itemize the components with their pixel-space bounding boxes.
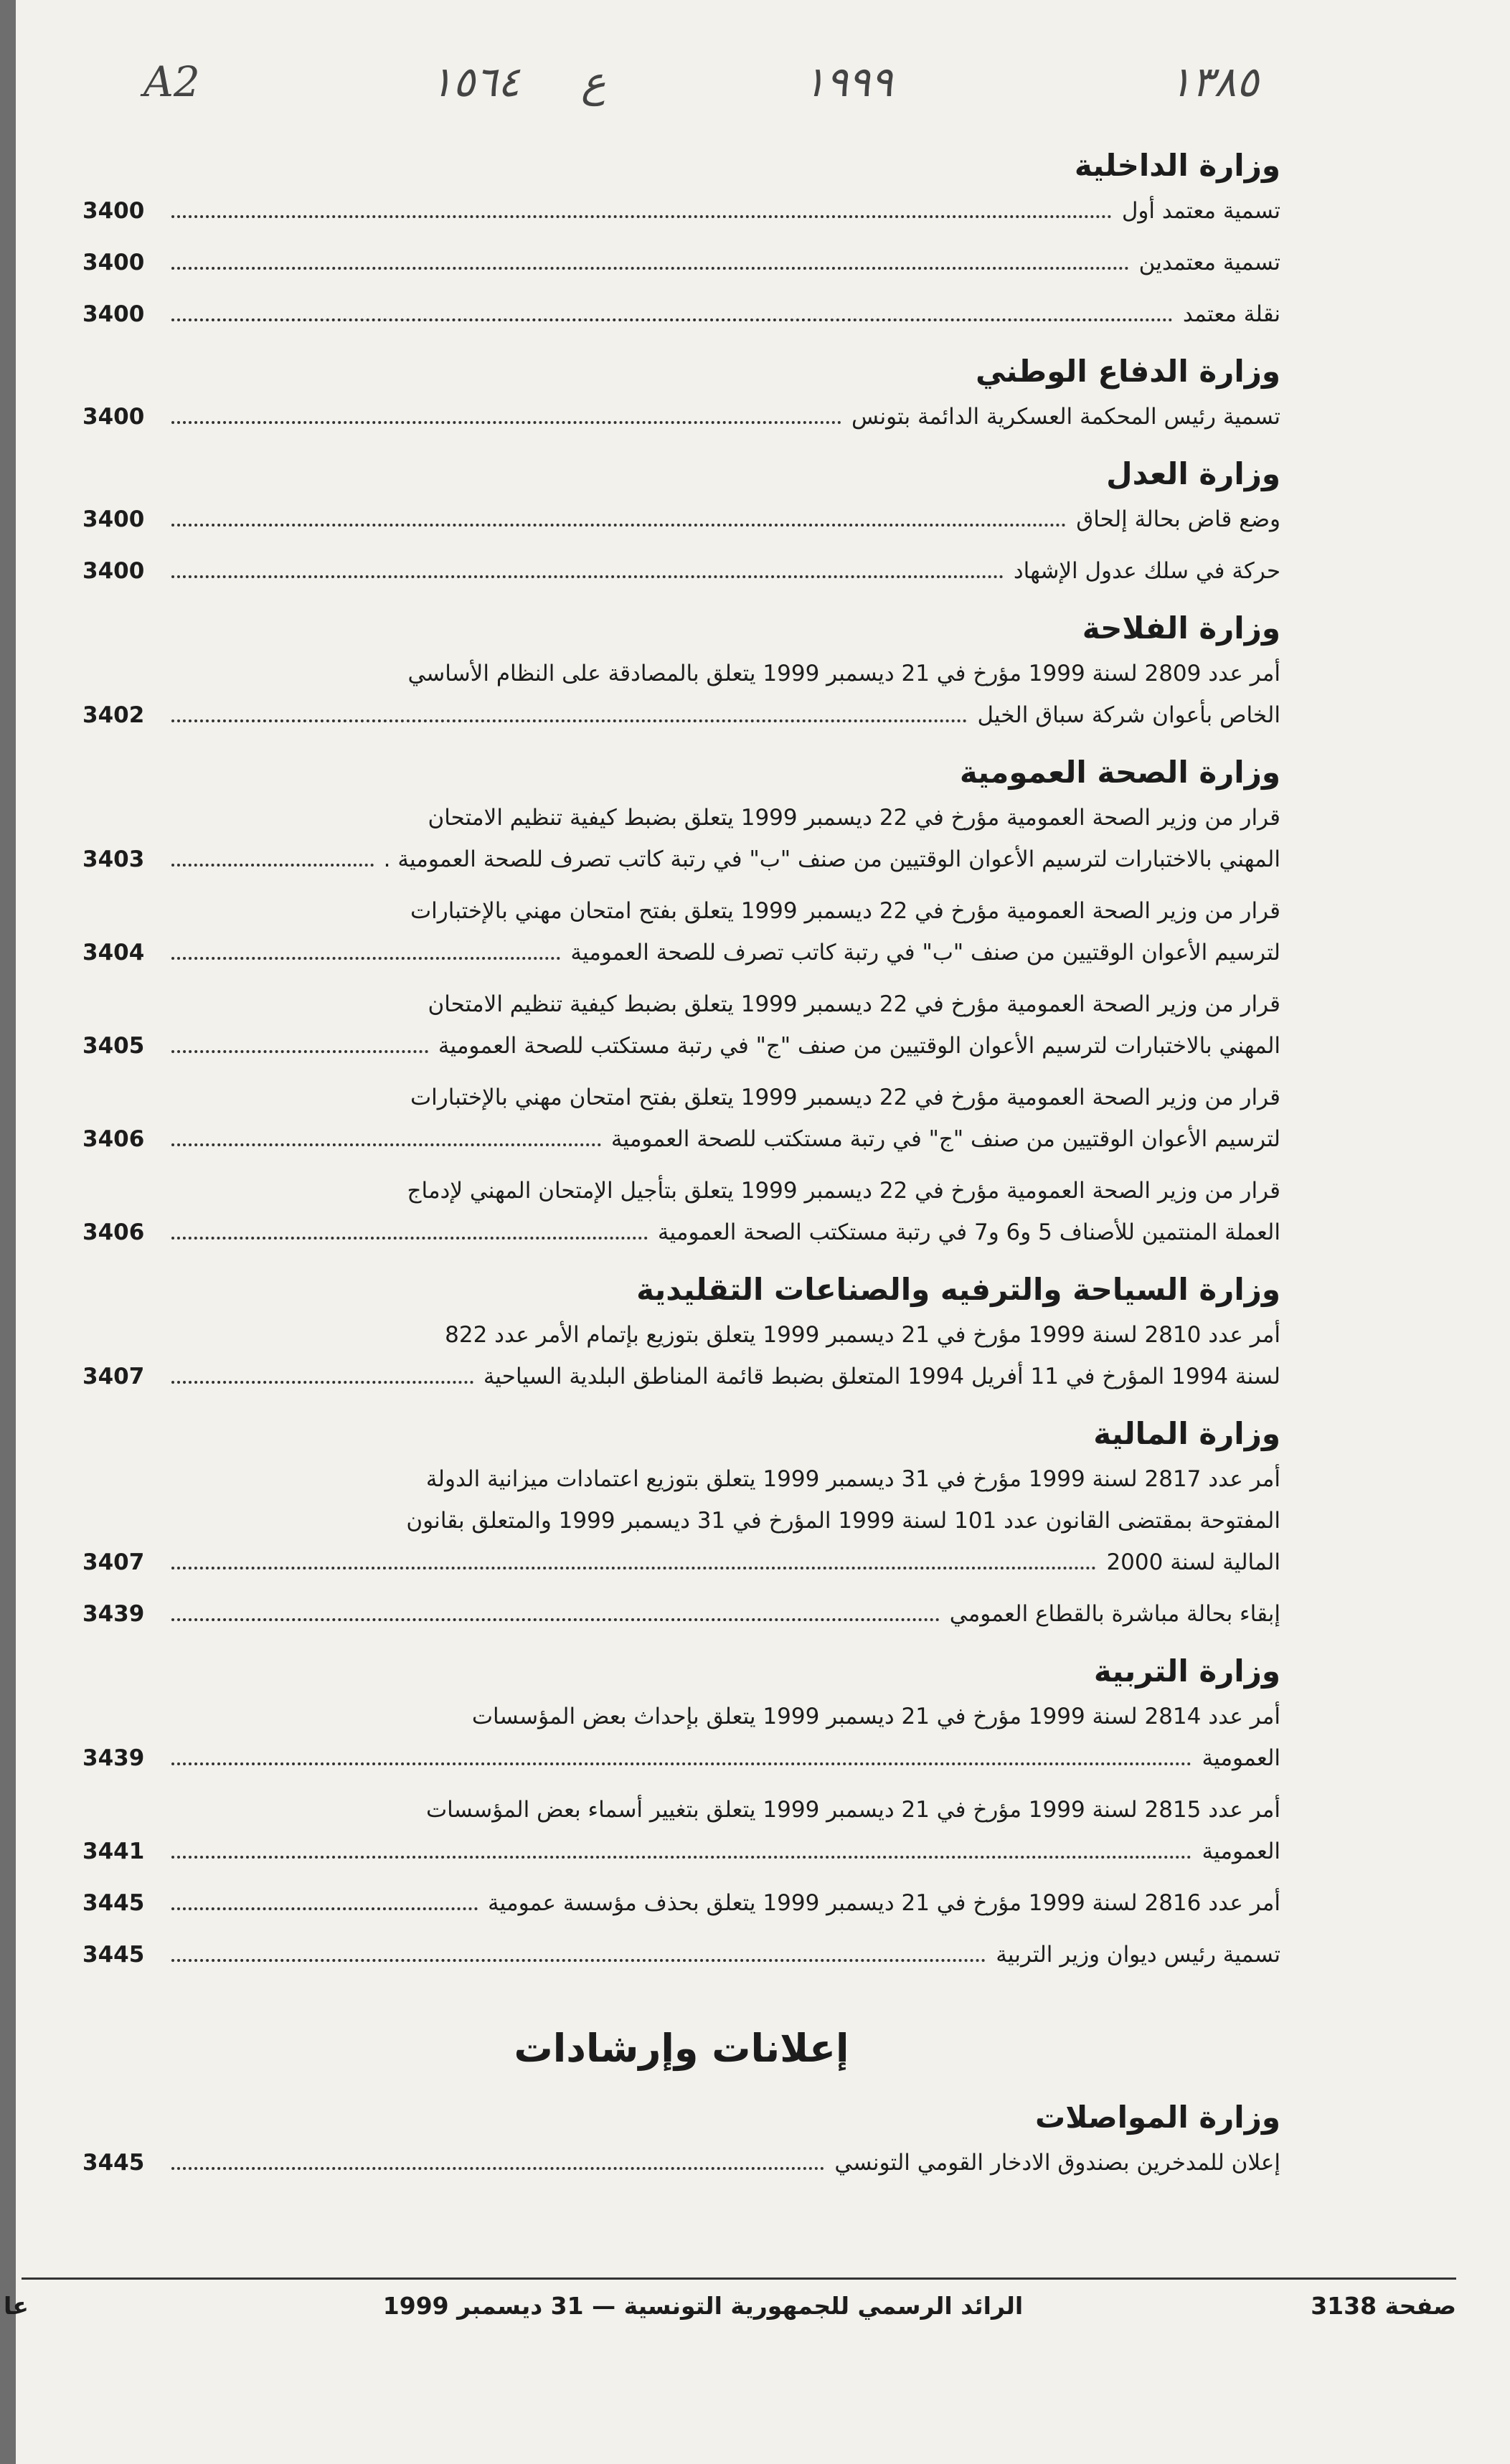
page-reference: 3439 xyxy=(82,1601,145,1627)
dot-leader xyxy=(171,2167,824,2170)
dot-leader xyxy=(171,524,1066,527)
section-title: وزارة الداخلية xyxy=(1074,148,1280,183)
entry-leader-line xyxy=(82,694,1280,736)
entry-leader-line xyxy=(82,1831,1280,1872)
entry-text-line: أمر عدد 2815 لسنة 1999 مؤرخ في 21 ديسمبر 1999 يتعلق بتغيير أسماء بعض المؤسسات xyxy=(425,1797,1280,1823)
page-reference: 3400 xyxy=(82,558,145,584)
handwritten-note: ع xyxy=(581,57,606,106)
section-title: وزارة التربية xyxy=(1093,1653,1280,1689)
entry-text-line: أمر عدد 2809 لسنة 1999 مؤرخ في 21 ديسمبر 1999 يتعلق بالمصادقة على النظام الأساسي xyxy=(407,661,1280,686)
entry-leader-line xyxy=(82,1118,1280,1160)
section-title: وزارة العدل xyxy=(1106,456,1280,491)
handwritten-note: ١٥٦٤ xyxy=(430,57,520,106)
toc-entry[interactable] xyxy=(82,1934,1280,1976)
page-reference: 3400 xyxy=(82,404,145,430)
ministry-section xyxy=(82,2100,1280,2184)
ministry-section xyxy=(82,610,1280,736)
toc-entry[interactable] xyxy=(82,190,1280,232)
toc-entry[interactable] xyxy=(82,499,1280,540)
entry-text-line: لترسيم الأعوان الوقتيين من صنف "ج" في رتبة مستكتب للصحة العمومية xyxy=(610,1126,1280,1152)
dot-leader xyxy=(171,1618,940,1621)
entry-text-line: لسنة 1994 المؤرخ في 11 أفريل 1994 المتعلق بضبط قائمة المناطق البلدية السياحية xyxy=(483,1364,1280,1389)
dot-leader xyxy=(171,421,841,424)
entry-text-line: وضع قاض بحالة إلحاق xyxy=(1076,506,1280,532)
entry-text-line: قرار من وزير الصحة العمومية مؤرخ في 22 ديسمبر 1999 يتعلق بضبط كيفية تنظيم الامتحان xyxy=(428,991,1280,1017)
section-title: وزارة الدفاع الوطني xyxy=(976,354,1280,389)
entry-leader-line xyxy=(82,1542,1280,1583)
entry-text-line: أمر عدد 2810 لسنة 1999 مؤرخ في 21 ديسمبر 1999 يتعلق بتوزيع بإتمام الأمر عدد 822 xyxy=(445,1322,1280,1348)
entry-text-line: تسمية رئيس المحكمة العسكرية الدائمة بتونس xyxy=(851,404,1280,430)
table-of-contents xyxy=(82,129,1280,2194)
section-title: وزارة السياحة والترفيه والصناعات التقليدية xyxy=(636,1272,1280,1307)
entry-leader-line xyxy=(82,293,1280,335)
section-title: وزارة المالية xyxy=(1093,1416,1280,1451)
toc-entry[interactable] xyxy=(82,550,1280,592)
page-reference: 3445 xyxy=(82,1942,145,1968)
dot-leader xyxy=(171,575,1004,578)
toc-entry[interactable] xyxy=(82,653,1280,736)
toc-entry[interactable] xyxy=(82,1077,1280,1160)
dot-leader xyxy=(171,1856,1192,1859)
page-reference: 3403 xyxy=(82,846,145,872)
page-reference: 3406 xyxy=(82,1219,145,1245)
toc-entry[interactable] xyxy=(82,1593,1280,1635)
entry-text-line: أمر عدد 2817 لسنة 1999 مؤرخ في 31 ديسمبر 1999 يتعلق بتوزيع اعتمادات ميزانية الدولة xyxy=(425,1466,1280,1492)
entry-text-line: إعلان للمدخرين بصندوق الادخار القومي التونسي xyxy=(834,2150,1280,2176)
ministry-section xyxy=(82,1653,1280,1976)
dot-leader xyxy=(171,267,1129,270)
dot-leader xyxy=(171,1959,986,1962)
section-title: وزارة الصحة العمومية xyxy=(959,755,1280,790)
page-reference: 3400 xyxy=(82,198,145,224)
ministry-section xyxy=(82,1272,1280,1397)
dot-leader xyxy=(171,719,967,722)
entry-leader-line xyxy=(82,1025,1280,1067)
entry-leader-line xyxy=(82,396,1280,438)
toc-entry[interactable] xyxy=(82,1696,1280,1779)
toc-entry[interactable] xyxy=(82,396,1280,438)
entry-text-line: تسمية رئيس ديوان وزير التربية xyxy=(996,1942,1280,1968)
dot-leader xyxy=(171,1907,478,1910)
page-reference: 3402 xyxy=(82,702,145,728)
entry-text-line: المهني بالاختبارات لترسيم الأعوان الوقتيين من صنف "ب" في رتبة كاتب تصرف للصحة العمومية . xyxy=(383,846,1280,872)
entry-leader-line xyxy=(82,550,1280,592)
handwritten-note: ١٩٩٩ xyxy=(803,57,893,106)
toc-entry[interactable] xyxy=(82,983,1280,1067)
dot-leader xyxy=(171,1381,473,1384)
page-reference: 3400 xyxy=(82,506,145,532)
entry-text-line: قرار من وزير الصحة العمومية مؤرخ في 22 ديسمبر 1999 يتعلق بضبط كيفية تنظيم الامتحان xyxy=(428,805,1280,831)
dot-leader xyxy=(171,864,374,867)
handwritten-note: A2 xyxy=(143,57,200,106)
handwritten-annotations xyxy=(0,36,1510,122)
page-footer xyxy=(4,2292,1456,2335)
page-reference: 3445 xyxy=(82,2150,145,2176)
entry-text-line: لترسيم الأعوان الوقتيين من صنف "ب" في رتبة كاتب تصرف للصحة العمومية xyxy=(570,940,1280,966)
entry-leader-line xyxy=(82,1934,1280,1976)
entry-text-line: قرار من وزير الصحة العمومية مؤرخ في 22 ديسمبر 1999 يتعلق بفتح امتحان مهني بالإختبارات xyxy=(410,898,1280,924)
journal-title: الرائد الرسمي للجمهورية التونسية — 31 ديسمبر 1999 xyxy=(382,2292,1024,2320)
ministry-section xyxy=(82,1416,1280,1635)
entry-text-line: إبقاء بحالة مباشرة بالقطاع العمومي xyxy=(949,1601,1280,1627)
entry-leader-line xyxy=(82,1356,1280,1397)
entry-text-line: نقلة معتمد xyxy=(1182,301,1280,327)
ministry-section xyxy=(82,456,1280,592)
entry-text-line: تسمية معتمدين xyxy=(1138,250,1280,275)
ads-sections xyxy=(82,2100,1280,2184)
entry-leader-line xyxy=(82,1212,1280,1253)
entry-leader-line xyxy=(82,499,1280,540)
entry-text-line: العملة المنتمين للأصناف 5 و6 و7 في رتبة مستكتب الصحة العمومية xyxy=(657,1219,1280,1245)
entry-text-line: العمومية xyxy=(1202,1838,1280,1864)
entry-text-line: تسمية معتمد أول xyxy=(1121,198,1280,224)
page-reference: 3406 xyxy=(82,1126,145,1152)
page-reference: 3407 xyxy=(82,1549,145,1575)
entry-text-line: قرار من وزير الصحة العمومية مؤرخ في 22 ديسمبر 1999 يتعلق بتأجيل الإمتحان المهني لإدماج xyxy=(407,1178,1280,1204)
toc-entry[interactable] xyxy=(82,1882,1280,1924)
entry-text-line: الخاص بأعوان شركة سباق الخيل xyxy=(977,702,1280,728)
toc-entry[interactable] xyxy=(82,1170,1280,1253)
ads-heading: إعلانات وإرشادات xyxy=(514,2026,849,2071)
entry-text-line: المفتوحة بمقتضى القانون عدد 101 لسنة 1999 المؤرخ في 31 ديسمبر 1999 والمتعلق بقانون xyxy=(406,1508,1280,1534)
entry-text-line: المهني بالاختبارات لترسيم الأعوان الوقتيين من صنف "ج" في رتبة مستكتب للصحة العمومية xyxy=(438,1033,1280,1059)
entry-leader-line xyxy=(82,2142,1280,2184)
toc-entry[interactable] xyxy=(82,242,1280,283)
dot-leader xyxy=(171,318,1173,321)
dot-leader xyxy=(171,1237,648,1240)
handwritten-note: ١٣٨٥ xyxy=(1169,57,1259,106)
page-reference: 3439 xyxy=(82,1745,145,1771)
toc-entry[interactable] xyxy=(82,1789,1280,1872)
entry-leader-line xyxy=(82,932,1280,973)
page-reference: 3400 xyxy=(82,301,145,327)
ministry-section xyxy=(82,755,1280,1253)
page-reference: 3400 xyxy=(82,250,145,275)
section-title: وزارة الفلاحة xyxy=(1082,610,1280,646)
scan-edge xyxy=(0,0,16,2464)
dot-leader xyxy=(171,215,1112,218)
toc-entry[interactable] xyxy=(82,1314,1280,1397)
ministry-section xyxy=(82,354,1280,438)
toc-entry[interactable] xyxy=(82,797,1280,880)
entry-text-line: العمومية xyxy=(1202,1745,1280,1771)
toc-entry[interactable] xyxy=(82,293,1280,335)
entry-text-line: أمر عدد 2816 لسنة 1999 مؤرخ في 21 ديسمبر 1999 يتعلق بحذف مؤسسة عمومية xyxy=(488,1890,1280,1916)
page-number: صفحة 3138 xyxy=(1311,2292,1456,2320)
entry-leader-line xyxy=(82,1737,1280,1779)
dot-leader xyxy=(171,1762,1192,1765)
entry-leader-line xyxy=(82,839,1280,880)
dot-leader xyxy=(171,957,560,960)
ministry-sections xyxy=(82,148,1280,1976)
section-title: وزارة المواصلات xyxy=(1034,2100,1280,2135)
entry-text-line: قرار من وزير الصحة العمومية مؤرخ في 22 ديسمبر 1999 يتعلق بفتح امتحان مهني بالإختبارات xyxy=(410,1085,1280,1110)
page-reference: 3407 xyxy=(82,1364,145,1389)
entry-text-line: أمر عدد 2814 لسنة 1999 مؤرخ في 21 ديسمبر 1999 يتعلق بإحداث بعض المؤسسات xyxy=(471,1704,1280,1729)
ministry-section xyxy=(82,148,1280,335)
entry-leader-line xyxy=(82,190,1280,232)
dot-leader xyxy=(171,1050,428,1053)
toc-entry[interactable] xyxy=(82,890,1280,973)
entry-text-line: المالية لسنة 2000 xyxy=(1106,1549,1280,1575)
toc-entry[interactable] xyxy=(82,2142,1280,2184)
page-reference: 3404 xyxy=(82,940,145,966)
margin-fragment: عا xyxy=(4,2292,29,2320)
page-reference: 3405 xyxy=(82,1033,145,1059)
entry-leader-line xyxy=(82,1882,1280,1924)
dot-leader xyxy=(171,1567,1096,1569)
entry-text-line: حركة في سلك عدول الإشهاد xyxy=(1013,558,1280,584)
toc-entry[interactable] xyxy=(82,1458,1280,1583)
dot-leader xyxy=(171,1143,601,1146)
entry-leader-line xyxy=(82,1593,1280,1635)
entry-leader-line xyxy=(82,242,1280,283)
footer-divider xyxy=(22,2277,1456,2280)
page-reference: 3445 xyxy=(82,1890,145,1916)
page-reference: 3441 xyxy=(82,1838,145,1864)
